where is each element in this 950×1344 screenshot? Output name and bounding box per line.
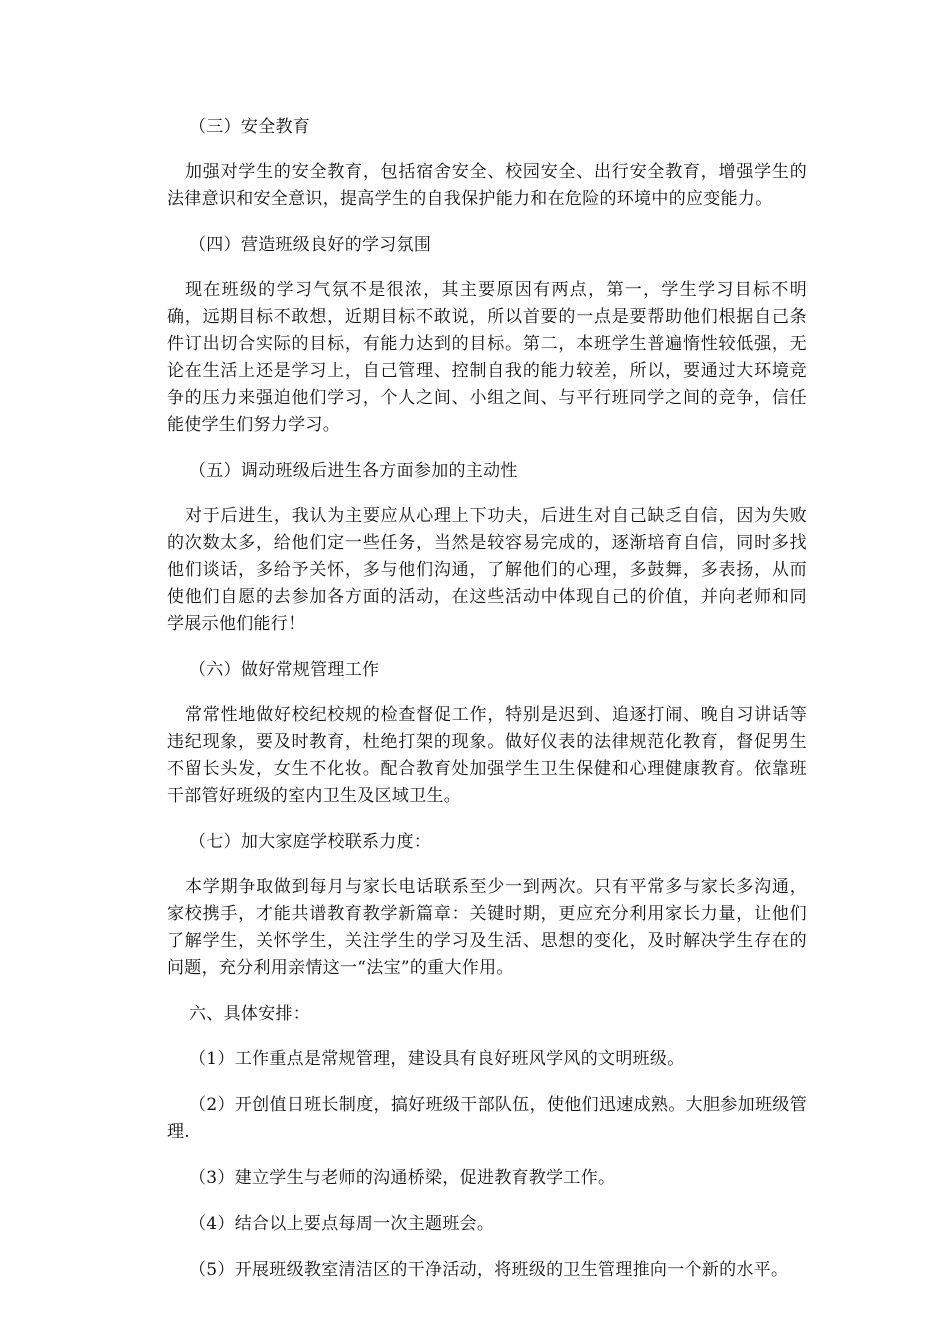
section-body-routine-management: 常常性地做好校纪校规的检查督促工作，特别是迟到、追逐打闹、晚自习讲话等违纪现象，要及时教育，杜绝打架的现象。做好仪表的法律规范化教育，督促男生不留长头发，女生不化妆。配合教育处加强学生卫生保健和心理健康教育。依靠班干部管好班级的室内卫生及区域卫生。 [167,705,807,806]
arrangement-item: （3）建立学生与老师的沟通桥梁，促进教育教学工作。 [189,1168,616,1188]
arrangement-item: （1）工作重点是常规管理，建设具有良好班风学风的文明班级。 [189,1049,685,1069]
arrangement-item: （2）开创值日班长制度，搞好班级干部队伍，使他们迅速成熟。大胆参加班级管理. [167,1095,807,1142]
section-body-underachievers: 对于后进生，我认为主要应从心理上下功夫，后进生对自己缺乏自信，因为失败的次数太多，给他们定一些任务，当然是较容易完成的，逐渐培育自信，同时多找他们谈话，多给予关怀，多与他们沟通，了解他们的心理，多鼓舞，多表扬，从而使他们自愿的去参加各方面的活动，在这些活动中体现自己的价值，并向老师和同学展示他们能行！ [167,506,807,634]
section-body-safety: 加强对学生的安全教育，包括宿舍安全、校园安全、出行安全教育，增强学生的法律意识和安全意识，提高学生的自我保护能力和在危险的环境中的应变能力。 [167,162,807,209]
arrangement-item: （5）开展班级教室清洁区的干净活动，将班级的卫生管理推向一个新的水平。 [189,1260,789,1280]
section-heading-safety: （三）安全教育 [189,117,311,137]
document-page [167,114,807,1284]
section-body-home-school: 本学期争取做到每月与家长电话联系至少一到两次。只有平常多与家长多沟通，家校携手，才能共谱教育教学新篇章：关键时期，更应充分利用家长力量，让他们了解学生，关怀学生，关注学生的学习及生活、思想的变化，及时解决学生存在的问题，充分利用亲情这一“法宝”的重大作用。 [167,877,807,978]
section-heading-underachievers: （五）调动班级后进生各方面参加的主动性 [189,461,518,481]
section-heading-home-school: （七）加大家庭学校联系力度： [189,832,432,852]
arrangement-item: （4）结合以上要点每周一次主题班会。 [189,1214,495,1234]
arrangement-heading: 六、具体安排： [189,1004,311,1024]
section-heading-study-atmosphere: （四）营造班级良好的学习氛围 [189,235,432,255]
section-heading-routine-management: （六）做好常规管理工作 [189,660,380,680]
section-body-study-atmosphere: 现在班级的学习气氛不是很浓，其主要原因有两点，第一，学生学习目标不明确，远期目标不敢想，近期目标不敢说，所以首要的一点是要帮助他们根据自己条件订出切合实际的目标，有能力达到的目标。第二，本班学生普遍惰性较低强，无论在生活上还是学习上，自己管理、控制自我的能力较差，所以，要通过大环境竞争的压力来强迫他们学习，个人之间、小组之间、与平行班同学之间的竞争，信任能使学生们努力学习。 [167,280,807,435]
